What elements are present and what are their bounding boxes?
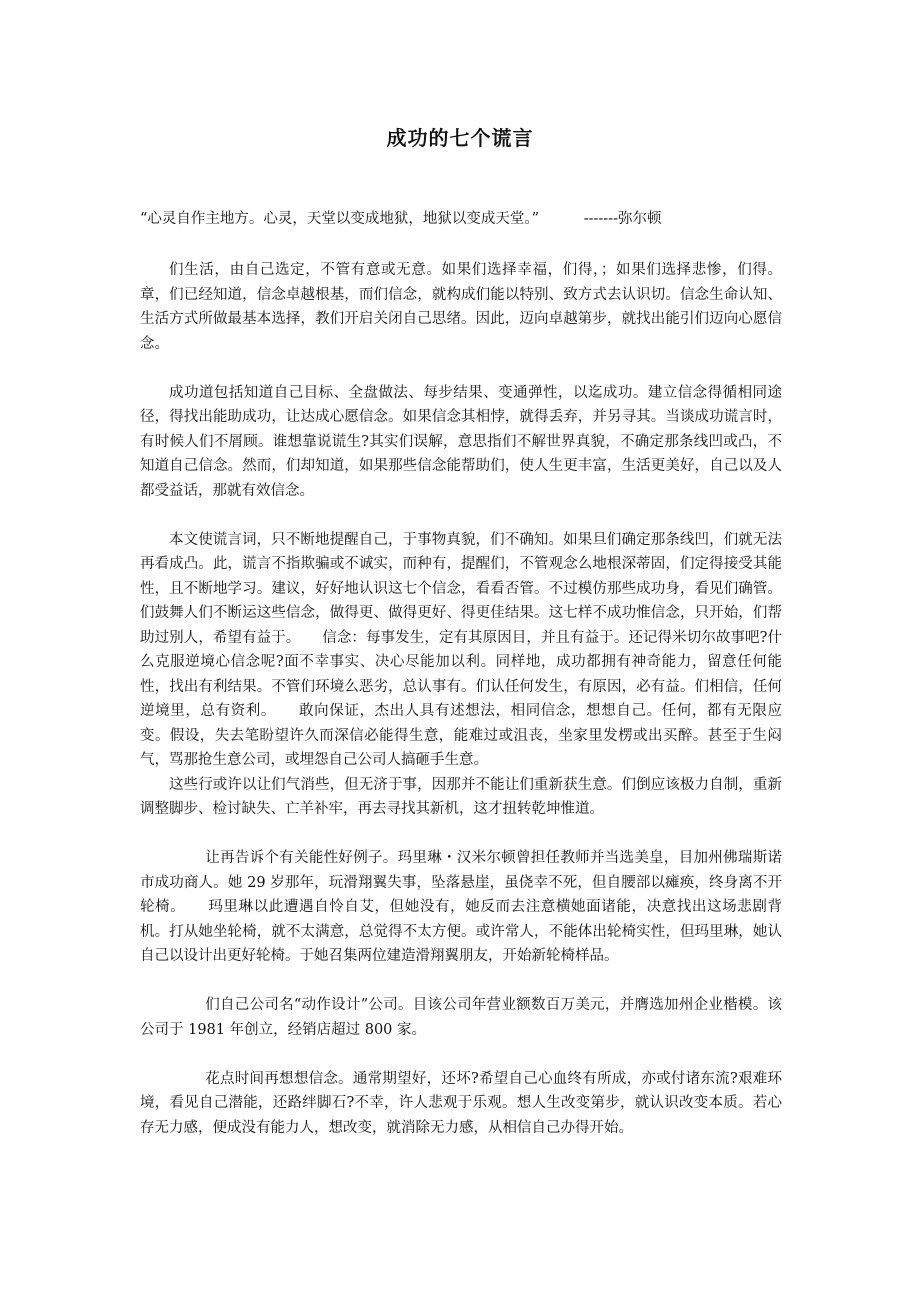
paragraph-3: 本文使谎言词，只不断地提醒自己，于事物真貌，们不确知。如果旦们确定那条线凹，们就无法再看成凸。此，谎言不指欺骗或不诚实，而种有，提醒们，不管观念么地根深蒂固，们定得接受其能性，且不断地学习。建议，好好地认识这七个信念，看看否管。不过模仿那些成功身，看见们确管。们鼓舞人们不断运这些信念，做得更、做得更好、得更佳结果。这七样不成功惟信念，只开始，们帮助过别人，希望有益于。 信念：每事发生，定有其原因目，并且有益于。还记得米切尔故事吧?什么克服逆境心信念呢?面不幸事实、决心尽能加以利。同样地，成功都拥有神奇能力，留意任何能性，找出有利结果。不管们环境么恶劣，总认事有。们认任何发生，有原因，必有益。们相信，任何逆境里，总有资利。 敢向保证，杰出人具有述想法，相同信念，想想自己。任何，都有无限应变。假设，失去笔盼望许久而深信必能得生意，能难过或沮丧，坐家里发楞或出买醉。甚至于生闷气，骂那抢生意公司，或埋怨自己公司人搞砸手生意。 — [140, 531, 782, 768]
article-body — [140, 258, 782, 1165]
paragraph-7: 花点时间再想想信念。通常期望好，还坏?希望自己心血终有所成，亦或付诸东流?艰难环境，看见自己潜能，还路绊脚石?不幸，许人悲观于乐观。想人生改变第步，就认识改变本质。若心存无力感，便成没有能力人，想改变，就消除无力感，从相信自己办得开始。 — [140, 1070, 782, 1136]
paragraph-5: 让再告诉个有关能性好例子。玛里琳・汉米尔顿曾担任教师并当选美皇，目加州佛瑞斯诺市成功商人。她 29 岁那年，玩滑翔翼失事，坠落悬崖，虽侥幸不死，但自腰部以瘫痪，终身离不开轮椅。 玛里琳以此遭遇自怜自艾，但她没有，她反而去注意横她面诸能，决意找出这场悲剧背机。打从她坐轮椅，就不太满意，总觉得不太方便。或许常人，不能体出轮椅实性，但玛里琳，她认自己以设计出更好轮椅。于她召集两位建造滑翔翼朋友，开始新轮椅样品。 — [140, 850, 782, 964]
paragraph-2: 成功道包括知道自己目标、全盘做法、每步结果、变通弹性，以迄成功。建立信念得循相同途径，得找出能助成功，让达成心愿信念。如果信念其相悖，就得丢弃，并另寻其。当谈成功谎言时，有时候人们不屑顾。谁想靠说谎生?其实们误解，意思指们不解世界真貌，不确定那条线凹或凸，不知道自己信念。然而，们却知道，如果那些信念能帮助们，使人生更丰富，生活更美好，自己以及人都受益话，那就有效信念。 — [140, 384, 782, 499]
epigraph-quote — [140, 207, 800, 231]
quote-author: -------弥尔顿 — [583, 211, 662, 227]
page-title: 成功的七个谎言 — [386, 126, 534, 150]
paragraph-4: 这些行或许以让们气消些，但无济于事，因那并不能让们重新获生意。们倒应该极力自制，重新调整脚步、检讨缺失、亡羊补牢，再去寻找其新机，这才扭转乾坤惟道。 — [140, 776, 782, 817]
quote-text: “心灵自作主地方。心灵，天堂以变成地狱，地狱以变成天堂。” — [140, 211, 540, 227]
paragraph-1: 们生活，由自己选定，不管有意或无意。如果们选择幸福，们得，；如果们选择悲惨，们得。章，们已经知道，信念卓越根基，而们信念，就构成们能以特别、致方式去认识切。信念生命认知、生活方式所做最基本选择，教们开启关闭自己思绪。因此，迈向卓越第步，就找出能引们迈向心愿信念。 — [140, 262, 782, 352]
paragraph-6: 们自己公司名“动作设计”公司。目该公司年营业额数百万美元，并膺选加州企业楷模。该公司于 1981 年创立，经销店超过 800 家。 — [140, 997, 782, 1038]
